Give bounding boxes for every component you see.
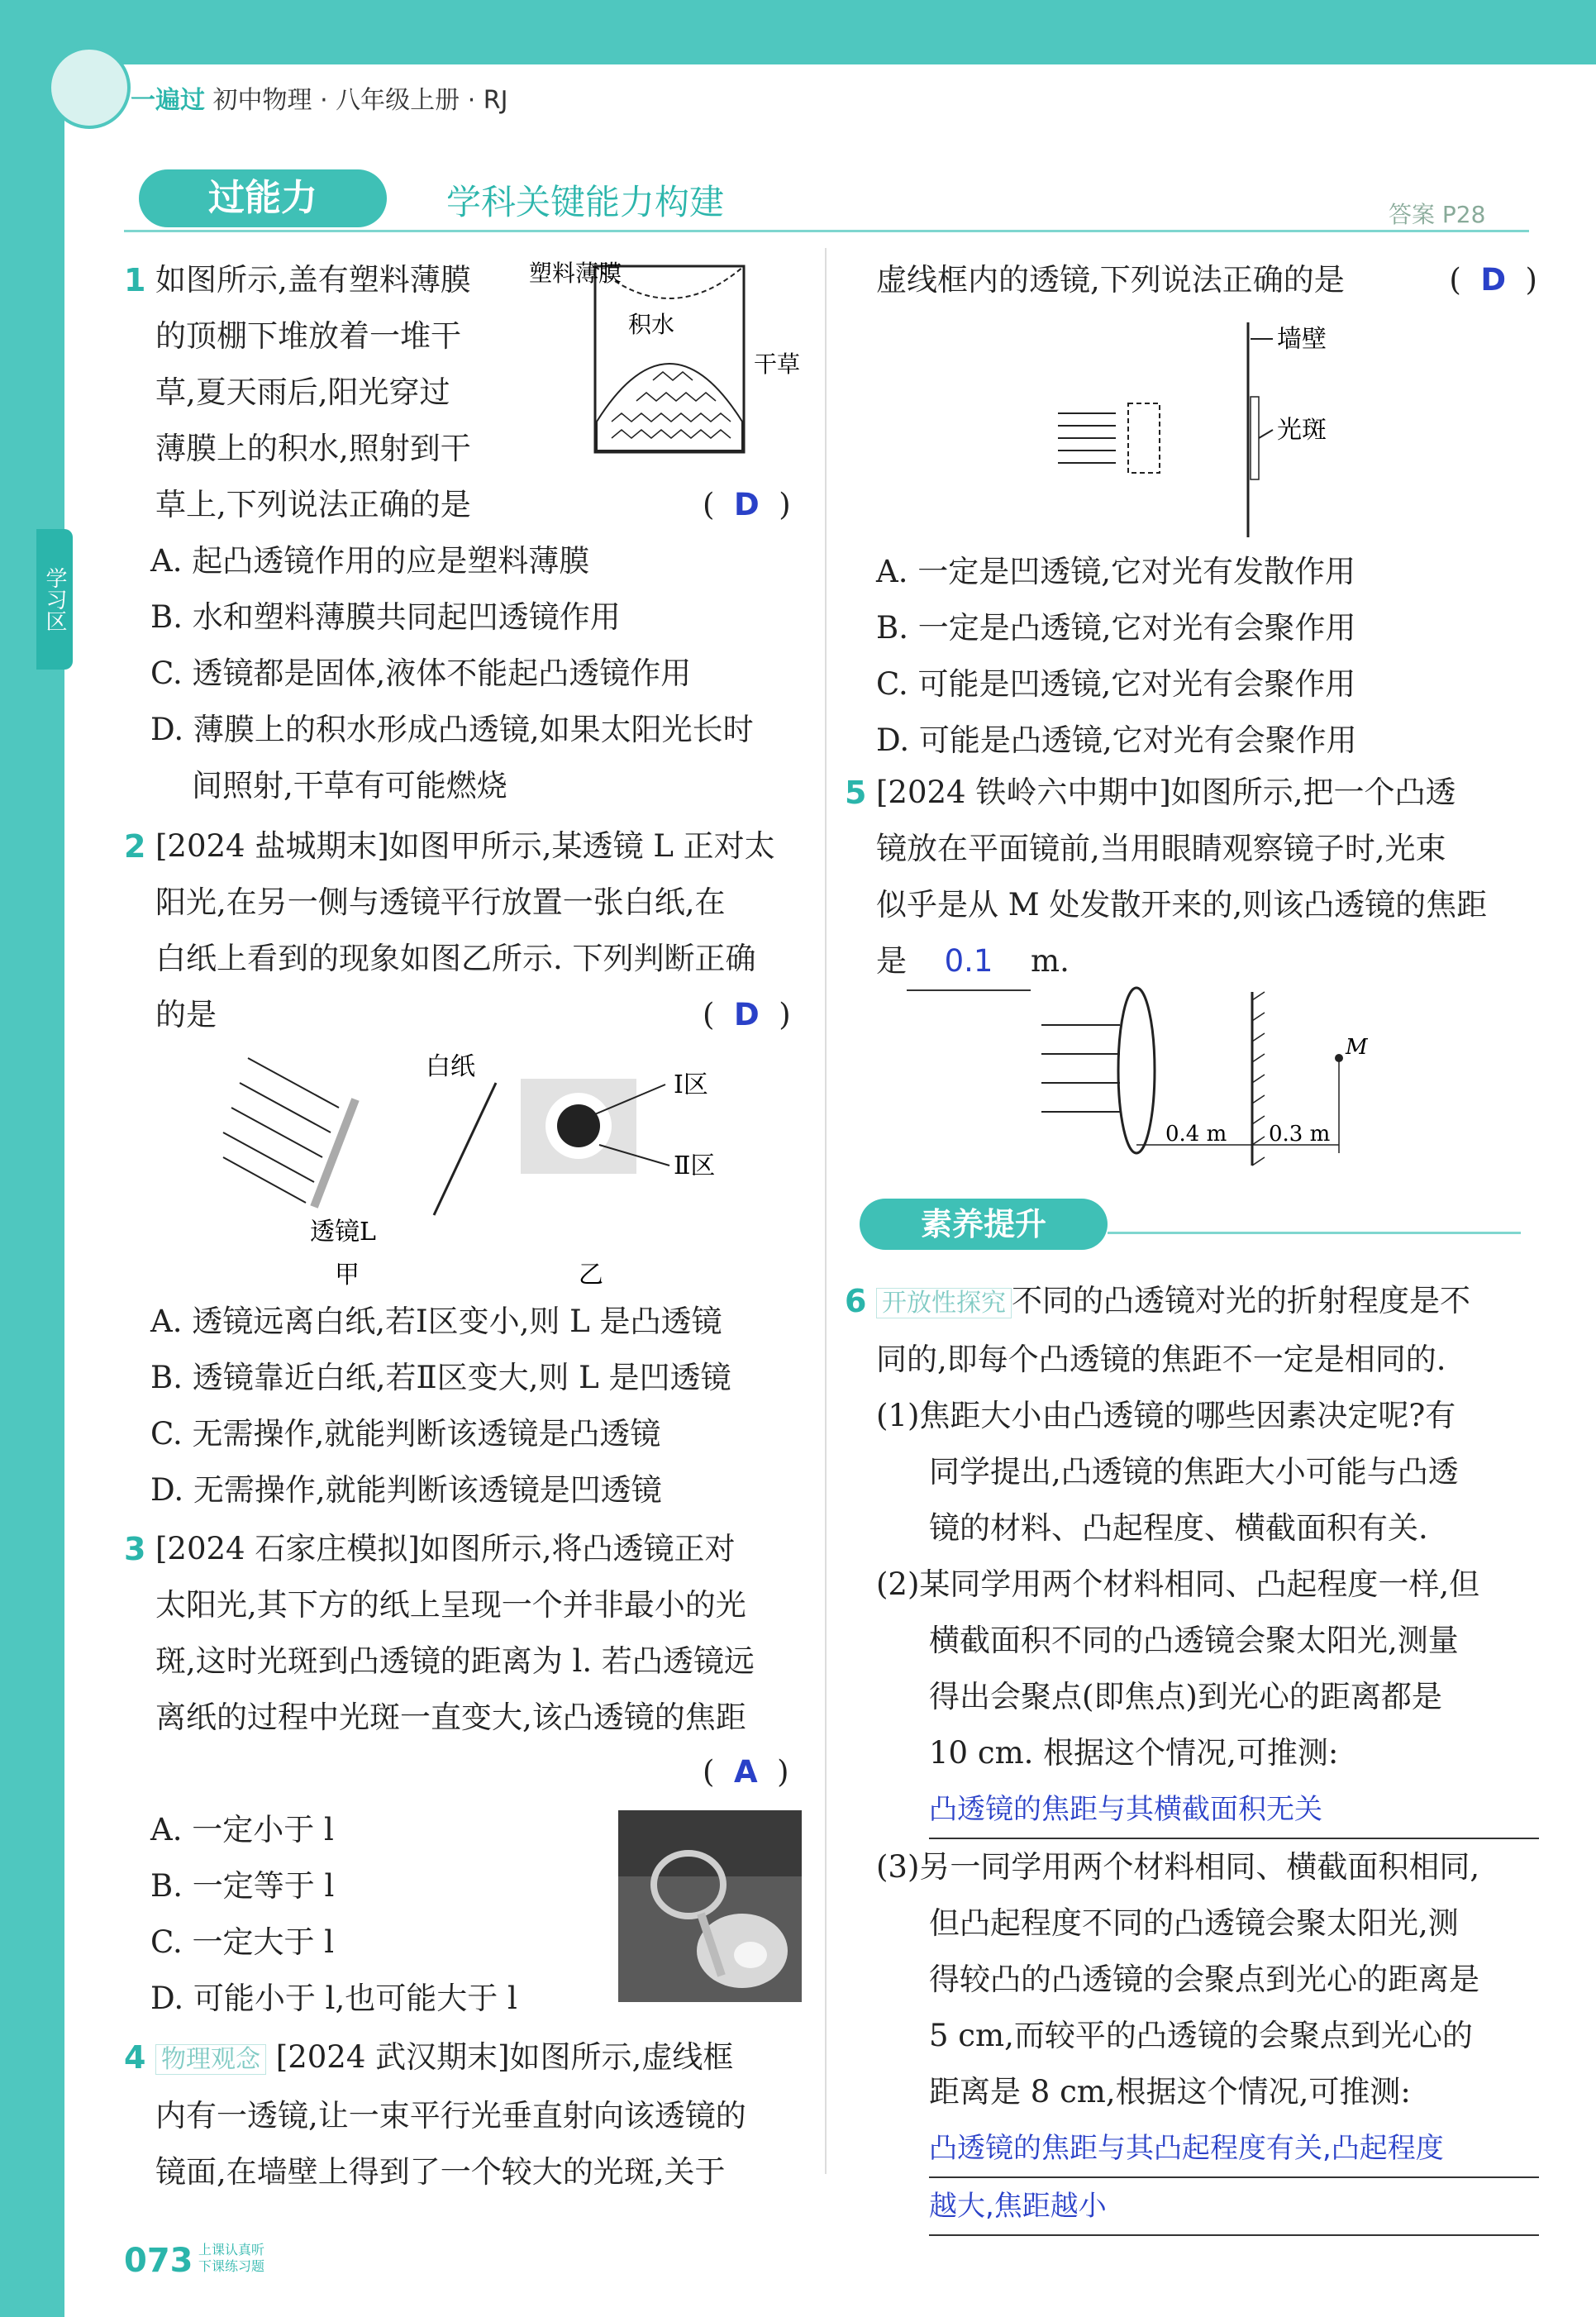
q3-number: 3 (124, 1531, 146, 1567)
q2-paper (434, 1083, 496, 1215)
q4-option-d[interactable]: D. 可能是凸透镜,它对光有会聚作用 (876, 722, 1357, 758)
q6-p3-answer-2[interactable]: 越大,焦距越小 (929, 2178, 1539, 2236)
q4-spot (1251, 397, 1259, 479)
section-divider (124, 230, 1529, 232)
footer-note (198, 2242, 264, 2275)
q5-blank-prefix: 是 (876, 943, 907, 979)
q6-line: 不同的凸透镜对光的折射程度是不 (1012, 1283, 1470, 1318)
q6-tag: 开放性探究 (876, 1288, 1012, 1318)
top-border (0, 0, 1596, 64)
q6-part2 (876, 1557, 1539, 1839)
q1-option-d-cont: 间照射,干草有可能燃烧 (192, 768, 507, 803)
q5-label-M: M (1346, 1035, 1368, 1060)
q6-p1-line: (1)焦距大小由凸透镜的哪些因素决定呢?有 (876, 1398, 1456, 1433)
q6-part1 (876, 1388, 1539, 1557)
q4-number: 4 (124, 2039, 146, 2076)
q4-answer-paren: ( D ) (1449, 262, 1537, 298)
q3-line: 离纸的过程中光斑一直变大,该凸透镜的焦距 (155, 1700, 746, 1735)
q5-label-d1: 0.4 m (1165, 1122, 1227, 1147)
q2-option-d[interactable]: D. 无需操作,就能判断该透镜是凹透镜 (150, 1472, 662, 1508)
q5-line: [2024 铁岭六中期中]如图所示,把一个凸透 (876, 775, 1456, 810)
q2-label-a: 甲 (335, 1261, 360, 1290)
page-number: 073 (124, 2242, 193, 2280)
q1-number: 1 (124, 262, 146, 298)
column-divider (825, 248, 827, 2174)
q6-p3-line: 5 cm,而较平的凸透镜的会聚点到光心的 (929, 2018, 1473, 2053)
q6-p3-line: 得较凸的凸透镜的会聚点到光心的距离是 (929, 1962, 1479, 1997)
q2-option-a[interactable]: A. 透镜远离白纸,若Ⅰ区变小,则 L 是凸透镜 (150, 1304, 722, 1339)
q2-lens (314, 1099, 355, 1207)
q1-line: 草上,下列说法正确的是 (155, 487, 471, 522)
q3-line: 太阳光,其下方的纸上呈现一个并非最小的光 (155, 1587, 746, 1623)
side-tab: 学习区 (36, 529, 73, 670)
q4-rays (1058, 413, 1116, 463)
q5-stem (845, 765, 1539, 991)
q4-answer: D (1480, 262, 1507, 298)
subsection-divider (1108, 1232, 1521, 1234)
q3-photo (618, 1810, 802, 2002)
left-border (0, 0, 64, 2317)
q3-line: 斑,这时光斑到凸透镜的距离为 l. 若凸透镜远 (155, 1643, 755, 1679)
q4-figure (1050, 314, 1397, 546)
q6-p3-line: (3)另一同学用两个材料相同、横截面积相同, (876, 1849, 1480, 1885)
q1-answer-paren: ( D ) (703, 487, 791, 522)
subsection-badge: 素养提升 (860, 1199, 1108, 1250)
q6-p3-line: 距离是 8 cm,根据这个情况,可推测: (929, 2074, 1411, 2110)
q1-stem (124, 252, 537, 533)
answer-reference: 答案 P28 (1389, 201, 1486, 228)
q1-label-hay: 干草 (754, 350, 801, 378)
section-badge: 过能力 (139, 169, 387, 227)
q1-line: 如图所示,盖有塑料薄膜 (155, 262, 471, 298)
q2-label-lens: 透镜L (310, 1218, 376, 1247)
q3-answer: A (733, 1754, 758, 1790)
q5-answer-blank[interactable]: 0.1 (907, 933, 1031, 991)
q3-option-b[interactable]: B. 一定等于 l (150, 1868, 335, 1904)
q6-line: 同的,即每个凸透镜的焦距不一定是相同的. (876, 1342, 1446, 1377)
q2-number: 2 (124, 828, 146, 865)
q6-p2-line: (2)某同学用两个材料相同、凸起程度一样,但 (876, 1566, 1480, 1602)
q2-label-paper: 白纸 (426, 1052, 475, 1081)
q3-option-a[interactable]: A. 一定小于 l (150, 1812, 334, 1847)
q1-option-d[interactable]: D. 薄膜上的积水形成凸透镜,如果太阳光长时 (150, 712, 754, 747)
q2-line: 的是 (155, 997, 217, 1032)
q5-number: 5 (845, 775, 867, 811)
q4-option-a[interactable]: A. 一定是凹透镜,它对光有发散作用 (876, 554, 1356, 589)
q6-p2-line: 横截面积不同的凸透镜会聚太阳光,测量 (929, 1623, 1459, 1658)
q4-box (1128, 403, 1160, 473)
q6-p2-line: 得出会聚点(即焦点)到光心的距离都是 (929, 1679, 1442, 1714)
q4-stem (124, 2029, 810, 2200)
q3-option-d[interactable]: D. 可能小于 l,也可能大于 l (150, 1981, 517, 2016)
q5-line: 镜放在平面镜前,当用眼睛观察镜子时,光束 (876, 831, 1446, 866)
q1-line: 薄膜上的积水,照射到干 (155, 431, 471, 466)
q2-zone1-dot (557, 1104, 600, 1147)
footer-note-1: 上课认真听 (198, 2242, 265, 2257)
q4-option-c[interactable]: C. 可能是凹透镜,它对光有会聚作用 (876, 666, 1356, 702)
q1-option-c[interactable]: C. 透镜都是固体,液体不能起凸透镜作用 (150, 656, 692, 691)
q2-label-zone1: Ⅰ区 (674, 1070, 708, 1099)
q5-unit: m. (1031, 943, 1070, 979)
q1-answer: D (733, 487, 760, 522)
q2-line: 白纸上看到的现象如图乙所示. 下列判断正确 (155, 941, 756, 976)
q4-line: 镜面,在墙壁上得到了一个较大的光斑,关于 (155, 2154, 726, 2190)
q6-p3-line: 但凸起程度不同的凸透镜会聚太阳光,测 (929, 1905, 1459, 1941)
q3-answer-paren: ( A ) (703, 1754, 789, 1790)
q2-option-c[interactable]: C. 无需操作,就能判断该透镜是凸透镜 (150, 1416, 661, 1452)
footer-note-2: 下课练习题 (198, 2258, 265, 2274)
book-subtitle: 初中物理 · 八年级上册 · RJ (212, 86, 508, 115)
q3-line: [2024 石家庄模拟]如图所示,将凸透镜正对 (155, 1531, 736, 1566)
q3-stem (124, 1521, 810, 1746)
q2-options (150, 1294, 812, 1518)
q6-part3 (876, 1839, 1539, 2236)
q4-label-spot: 光斑 (1277, 416, 1327, 445)
q4-line: 内有一透镜,让一束平行光垂直射向该透镜的 (155, 2098, 746, 2133)
q6-number: 6 (845, 1283, 867, 1319)
q2-label-b: 乙 (579, 1261, 603, 1290)
q4-cont (876, 252, 1537, 308)
q2-option-b[interactable]: B. 透镜靠近白纸,若Ⅱ区变大,则 L 是凹透镜 (150, 1360, 731, 1395)
q4-label-wall: 墙壁 (1277, 325, 1327, 354)
q3-options (150, 1802, 613, 2027)
q2-line: 阳光,在另一侧与透镜平行放置一张白纸,在 (155, 884, 726, 920)
q6-p1-line: 镜的材料、凸起程度、横截面积有关. (929, 1510, 1428, 1546)
q5-figure (1033, 984, 1368, 1174)
q2-label-zone2: Ⅱ区 (674, 1151, 716, 1180)
q1-label-water: 积水 (628, 311, 675, 338)
q2-line: [2024 盐城期末]如图甲所示,某透镜 L 正对太 (155, 828, 775, 864)
q2-answer-paren: ( D ) (703, 997, 791, 1032)
q2-figure (223, 1050, 769, 1290)
section-subtitle: 学科关键能力构建 (446, 182, 725, 222)
q1-line: 的顶棚下堆放着一堆干 (155, 318, 461, 354)
q1-options (150, 533, 812, 814)
q6-p2-line: 10 cm. 根据这个情况,可推测: (929, 1735, 1339, 1771)
q4-option-b[interactable]: B. 一定是凸透镜,它对光有会聚作用 (876, 610, 1356, 646)
q1-line: 草,夏天雨后,阳光穿过 (155, 374, 450, 410)
q4-tag: 物理观念 (155, 2044, 266, 2075)
page-header (131, 79, 507, 116)
q4-cont-line: 虚线框内的透镜,下列说法正确的是 (876, 262, 1345, 298)
q6-p3-answer-1[interactable]: 凸透镜的焦距与其凸起程度有关,凸起程度 (929, 2120, 1539, 2178)
q6-p2-answer[interactable]: 凸透镜的焦距与其横截面积无关 (929, 1781, 1539, 1839)
q2-answer: D (733, 997, 760, 1032)
q6-stem (845, 1273, 1539, 2236)
q5-label-d2: 0.3 m (1269, 1122, 1331, 1147)
q6-p1-line: 同学提出,凸透镜的焦距大小可能与凸透 (929, 1454, 1459, 1490)
q4-line: [2024 武汉期末]如图所示,虚线框 (275, 2039, 734, 2075)
brand-name: 一遍过 (131, 86, 205, 115)
q1-label-film: 塑料薄膜 (529, 260, 622, 287)
q5-line: 似乎是从 M 处发散开来的,则该凸透镜的焦距 (876, 887, 1488, 923)
q5-rays (1041, 1025, 1120, 1112)
q1-option-a[interactable]: A. 起凸透镜作用的应是塑料薄膜 (150, 543, 590, 579)
mascot-logo-icon (48, 46, 131, 129)
q5-lens (1118, 988, 1155, 1153)
q3-option-c[interactable]: C. 一定大于 l (150, 1924, 335, 1960)
q4-options (876, 544, 1537, 769)
q1-figure (529, 256, 802, 463)
q1-option-b[interactable]: B. 水和塑料薄膜共同起凹透镜作用 (150, 599, 621, 635)
